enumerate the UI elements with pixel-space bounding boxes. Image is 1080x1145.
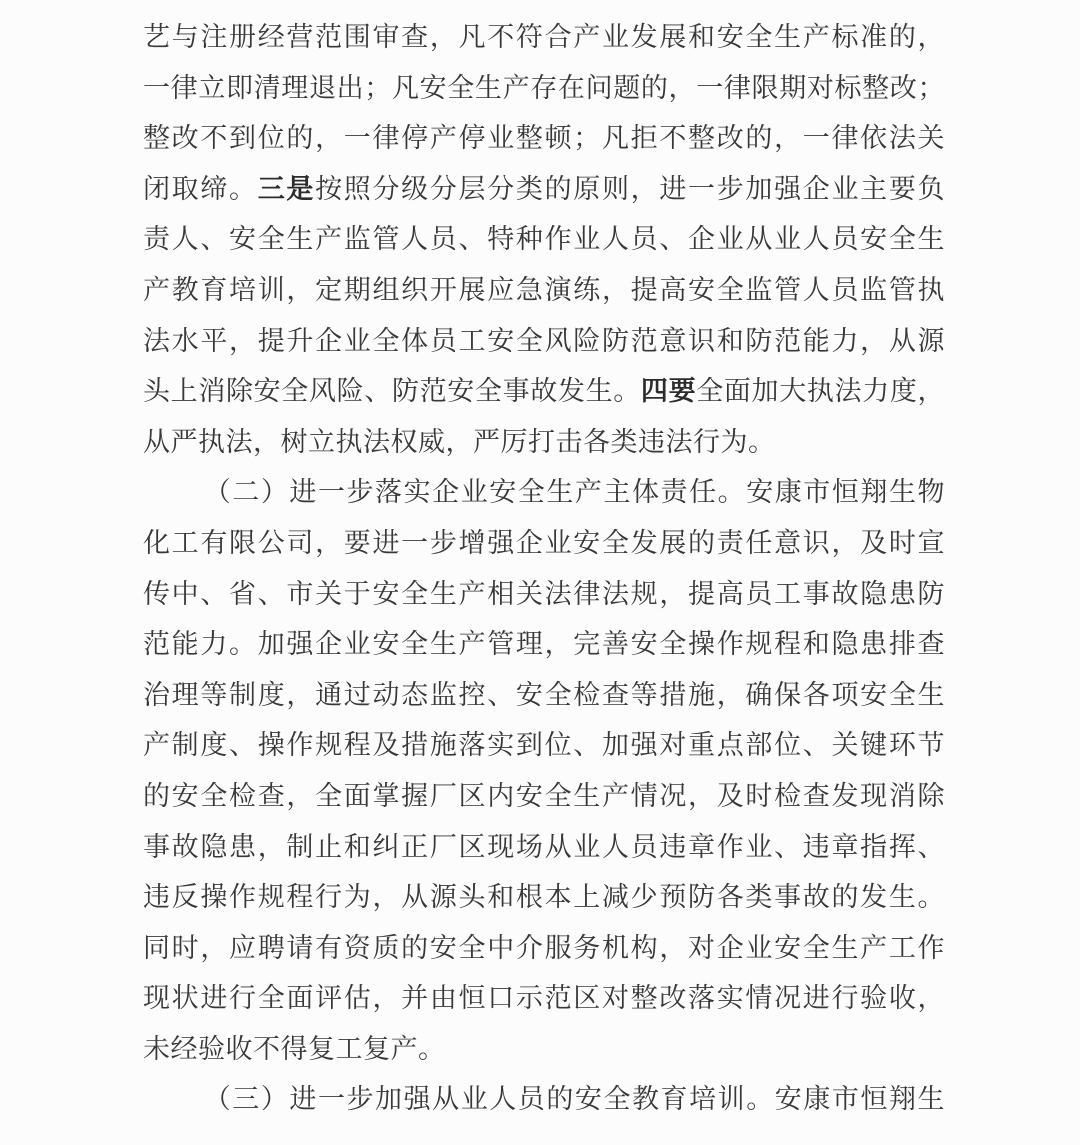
- text-line: [143, 973, 945, 1024]
- text-line: [143, 113, 945, 164]
- text-line: [143, 366, 945, 417]
- bold-run: 四要: [640, 376, 697, 407]
- text-line: [143, 822, 945, 873]
- text-line: [143, 872, 945, 923]
- text-run: 违反操作规程行为，从源头和根本上减少预防各类事故的发生。: [143, 882, 945, 913]
- text-line: [143, 12, 945, 63]
- text-run: 艺与注册经营范围审查，凡不符合产业发展和安全生产标准的，: [143, 22, 945, 52]
- text-line: [143, 63, 945, 114]
- bold-run: 三是: [257, 173, 316, 204]
- text-run: 化工有限公司，要进一步增强企业安全发展的责任意识，及时宣: [143, 527, 945, 558]
- text-run: 全面加大执法力度，: [696, 376, 945, 407]
- document-body: [143, 12, 945, 1125]
- text-line: [143, 316, 945, 367]
- text-run: （二）进一步落实企业安全生产主体责任。安康市恒翔生物: [203, 477, 945, 508]
- text-run: 一律立即清理退出；凡安全生产存在问题的，一律限期对标整改；: [143, 72, 945, 103]
- text-run: （三）进一步加强从业人员的安全教育培训。安康市恒翔生: [203, 1084, 945, 1115]
- text-line: [143, 265, 945, 316]
- text-run: 整改不到位的，一律停产停业整顿；凡拒不整改的，一律依法关: [143, 123, 945, 154]
- text-run: 头上消除安全风险、防范安全事故发生。: [143, 376, 641, 407]
- text-line: [143, 214, 945, 265]
- text-run: 的安全检查，全面掌握厂区内安全生产情况，及时检查发现消除: [143, 780, 945, 811]
- text-line: [143, 1074, 945, 1125]
- text-run: 事故隐患，制止和纠正厂区现场从业人员违章作业、违章指挥、: [143, 831, 945, 862]
- text-line: [143, 670, 945, 721]
- text-line: [143, 1024, 945, 1075]
- text-line: [143, 467, 945, 518]
- text-run: 现状进行全面评估，并由恒口示范区对整改落实情况进行验收，: [143, 983, 945, 1014]
- text-line: [143, 569, 945, 620]
- text-line: [143, 417, 945, 468]
- text-run: 未经验收不得复工复产。: [143, 1033, 446, 1064]
- text-line: [143, 771, 945, 822]
- text-line: [143, 923, 945, 974]
- text-run: 传中、省、市关于安全生产相关法律法规，提高员工事故隐患防: [143, 578, 945, 609]
- text-run: 范能力。加强企业安全生产管理，完善安全操作规程和隐患排查: [143, 629, 945, 660]
- text-run: 产制度、操作规程及措施落实到位、加强对重点部位、关键环节: [143, 730, 945, 761]
- text-run: 治理等制度，通过动态监控、安全检查等措施，确保各项安全生: [143, 679, 945, 710]
- text-run: 闭取缔。: [143, 173, 258, 204]
- text-run: 法水平，提升企业全体员工安全风险防范意识和防范能力，从源: [143, 325, 945, 356]
- text-run: 同时，应聘请有资质的安全中介服务机构，对企业安全生产工作: [143, 932, 945, 963]
- text-line: [143, 164, 945, 215]
- text-run: 按照分级分层分类的原则，进一步加强企业主要负: [315, 173, 945, 204]
- text-run: 从严执法，树立执法权威，严厉打击各类违法行为。: [143, 426, 776, 457]
- text-line: [143, 720, 945, 771]
- text-line: [143, 619, 945, 670]
- text-line: [143, 518, 945, 569]
- text-run: 产教育培训，定期组织开展应急演练，提高安全监管人员监管执: [143, 274, 945, 305]
- text-run: 责人、安全生产监管人员、特种作业人员、企业从业人员安全生: [143, 224, 945, 255]
